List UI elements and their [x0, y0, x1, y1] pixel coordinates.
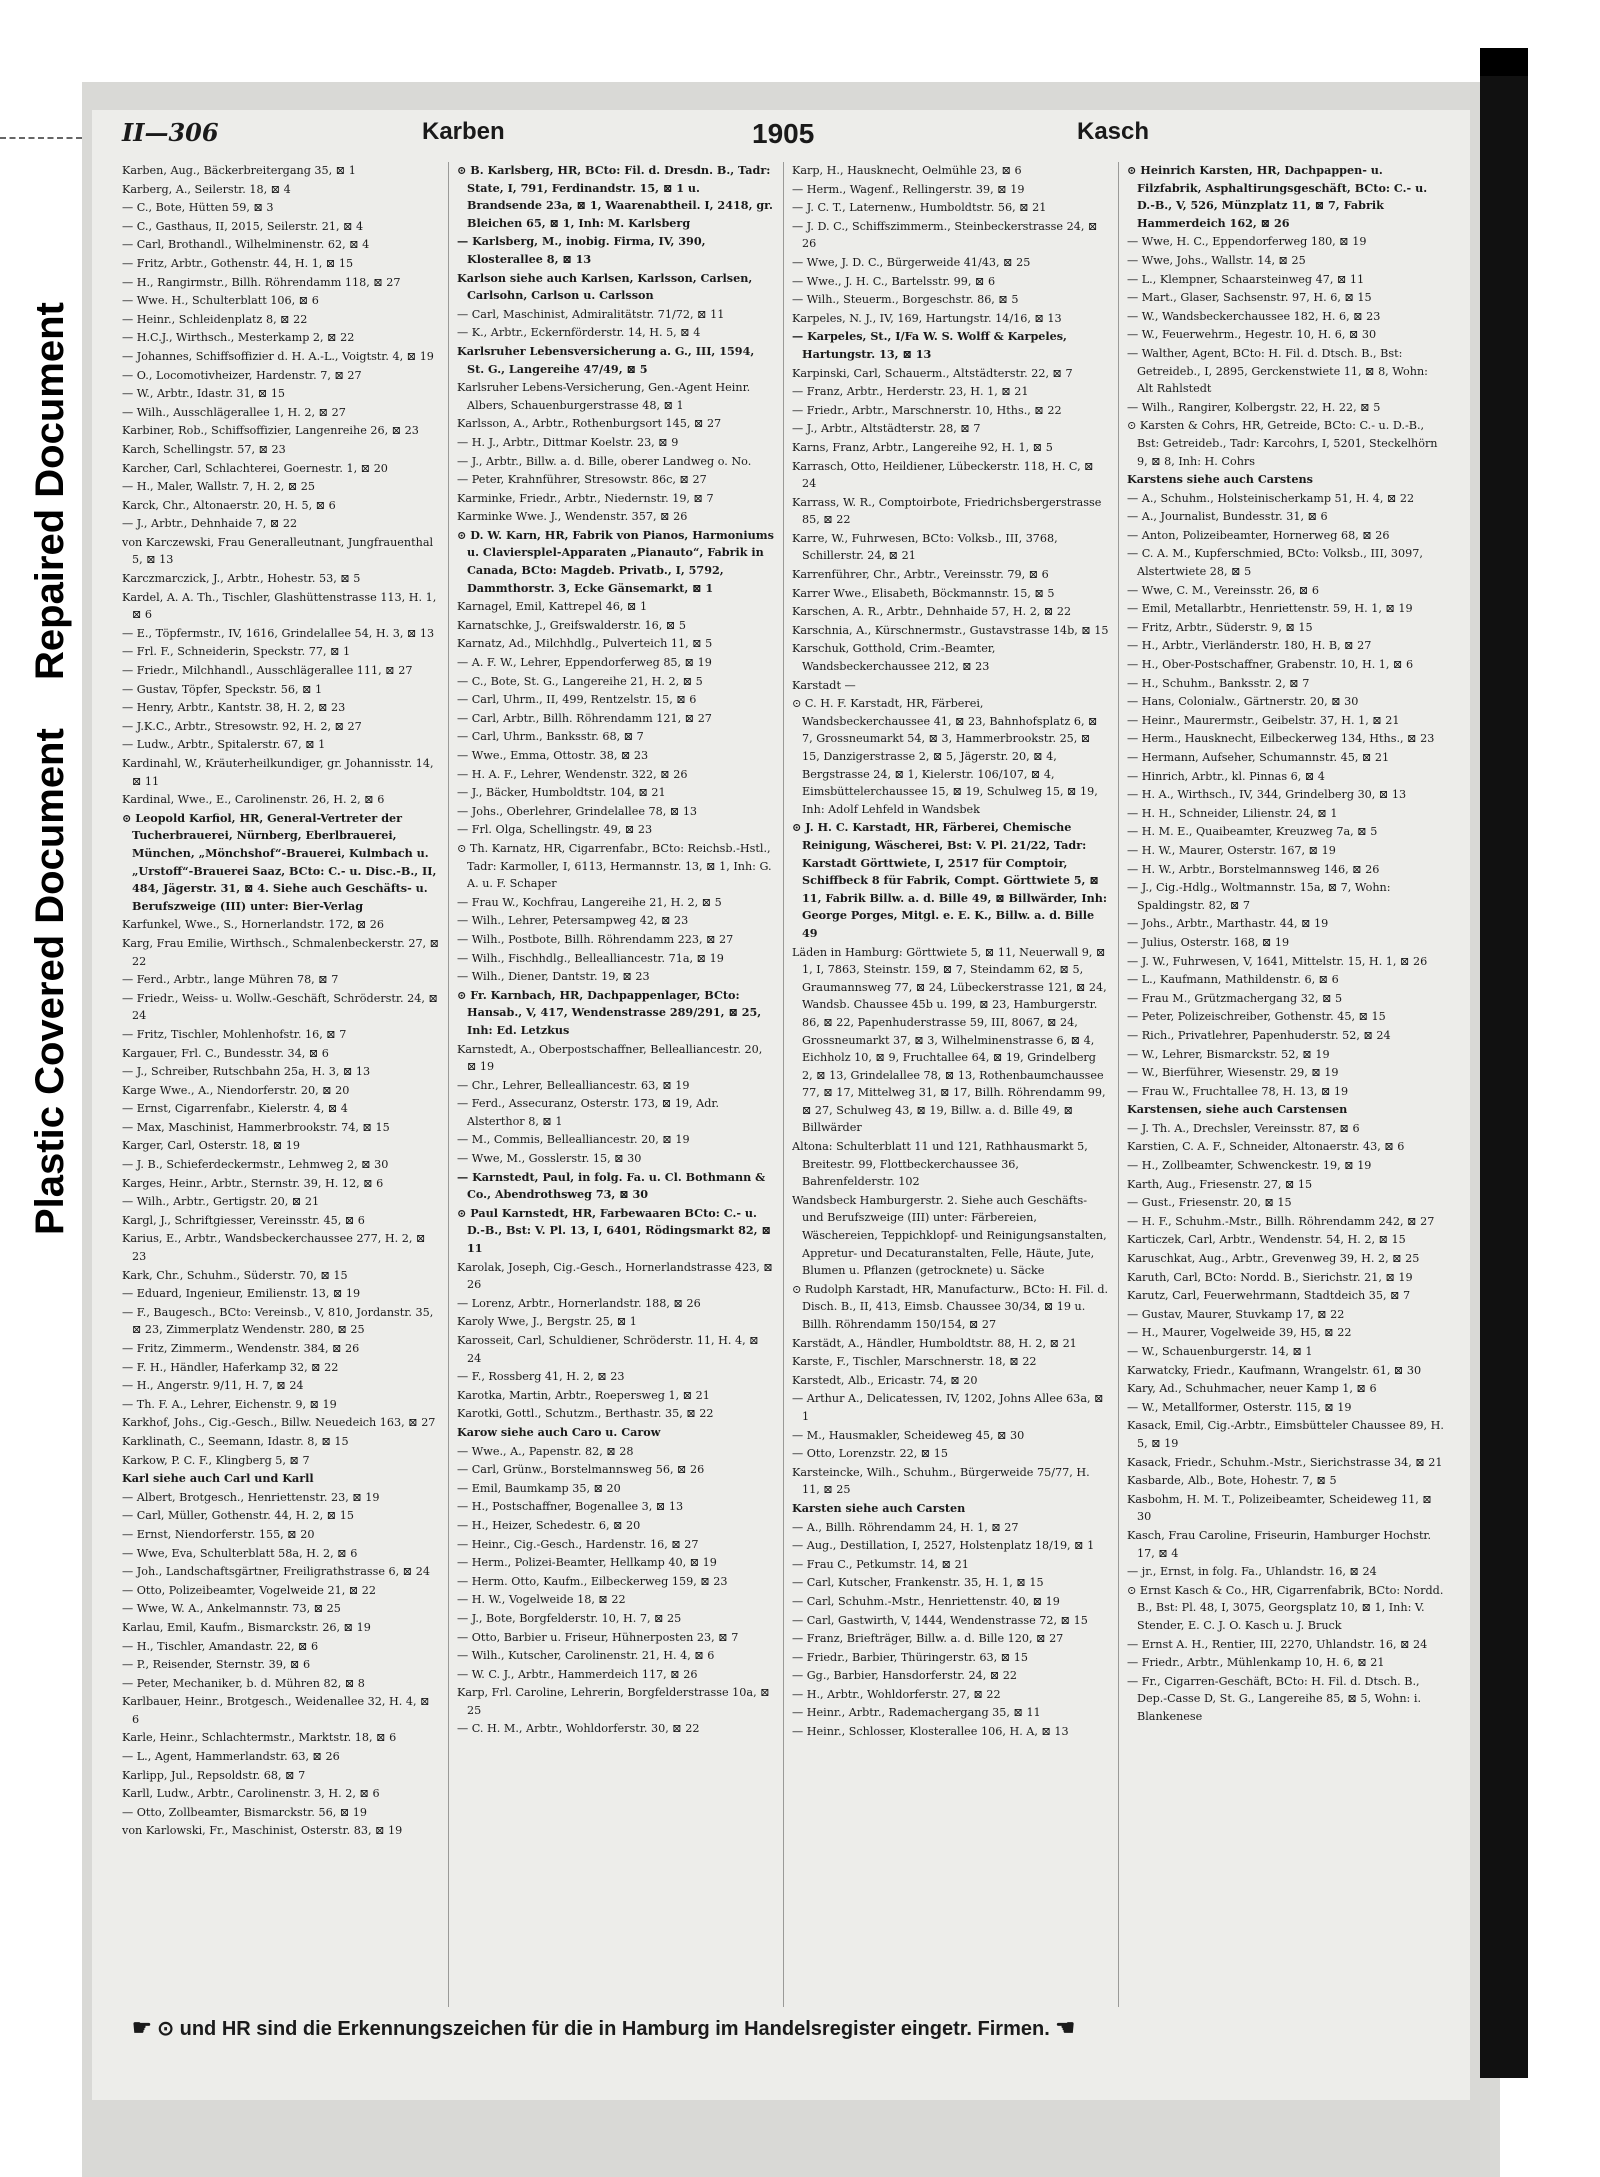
- directory-entry: — Fritz, Arbtr., Gothenstr. 44, H. 1, ⊠ 15: [122, 256, 354, 270]
- directory-entry: — H., Zollbeamter, Schwenckestr. 19, ⊠ 19: [1127, 1159, 1372, 1173]
- directory-entry: Karlsruher Lebensversicherung a. G., III, 1594, St. G., Langereihe 47/49, ⊠ 5: [457, 343, 755, 376]
- directory-entry: — Carl, Müller, Gothenstr. 44, H. 2, ⊠ 15: [122, 1509, 354, 1523]
- directory-entry: Karrer Wwe., Elisabeth, Böckmannstr. 15, ⊠ 5: [792, 586, 1055, 600]
- directory-entry: — Wwe., Emma, Ottostr. 38, ⊠ 23: [457, 749, 649, 762]
- directory-entry: — W., Metallformer, Osterstr. 115, ⊠ 19: [1127, 1400, 1352, 1414]
- directory-entry: Karrasch, Otto, Heildiener, Lübeckerstr. 118, H. C, ⊠ 24: [792, 459, 1094, 491]
- directory-entry: — Aug., Destillation, I, 2527, Holstenplatz 18/19, ⊠ 1: [792, 1539, 1095, 1553]
- directory-entry: — J., Cig.-Hdlg., Woltmannstr. 15a, ⊠ 7, Wohn: Spaldingstr. 82, ⊠ 7: [1127, 881, 1391, 912]
- directory-entry: — Franz, Arbtr., Herderstr. 23, H. 1, ⊠ 21: [792, 385, 1029, 399]
- directory-entry: — H. W., Vogelweide 18, ⊠ 22: [457, 1593, 626, 1607]
- directory-entry: — H., Maurer, Vogelweide 39, H5, ⊠ 22: [1127, 1326, 1352, 1340]
- directory-entry: — Fritz, Zimmerm., Wendenstr. 384, ⊠ 26: [122, 1342, 360, 1355]
- directory-entry: — Peter, Krahnführer, Stresowstr. 86c, ⊠ 27: [457, 473, 707, 487]
- directory-entry: — Gustav, Maurer, Stuvkamp 17, ⊠ 22: [1127, 1307, 1345, 1321]
- directory-entry: — H. H., Schneider, Lilienstr. 24, ⊠ 1: [1127, 806, 1338, 820]
- directory-entry: Läden in Hamburg: Görttwiete 5, ⊠ 11, Neuerwall 9, ⊠ 1, I, 7863, Steinstr. 159, ⊠ 7, Steindamm 62, ⊠ 5, Graumannsweg 77, ⊠ 24, Lübeckerstrasse 121, ⊠ 24, Wandsb. Chaussee 45b u. 199, ⊠ 23, Hamburgerstr. 86, ⊠ 22, Papenhuderstrasse 59, III, 8067, ⊠ 24, Grossneumarkt 37, ⊠ 3, Wilhelminenstrasse 6, ⊠ 4, Eichholz 10, ⊠ 9, Fruchtallee 64, ⊠ 19, Grindelberg 2, ⊠ 13, Grindelallee 78, ⊠ 13, Rothenbaumchaussee 77, ⊠ 17, Mittelweg 31, ⊠ 17, Billh. Röhrendamm 99, ⊠ 27, Schulweg 43, ⊠ 19, Billw. a. d. Bille 49, ⊠ Billwärder: [792, 945, 1107, 1135]
- directory-entry: Karg, Frau Emilie, Wirthsch., Schmalenbeckerstr. 27, ⊠ 22: [122, 936, 440, 968]
- directory-entry: — Carl, Brothandl., Wilhelminenstr. 62, ⊠ 4: [122, 238, 370, 252]
- directory-entry: — Wilh., Diener, Dantstr. 19, ⊠ 23: [457, 970, 650, 984]
- directory-entry: Karius, E., Arbtr., Wandsbeckerchaussee 277, H. 2, ⊠ 23: [122, 1232, 426, 1264]
- directory-entry: — W., Feuerwehrm., Hegestr. 10, H. 6, ⊠ 30: [1127, 328, 1377, 342]
- directory-entry: Karstien, C. A. F., Schneider, Altonaerstr. 43, ⊠ 6: [1127, 1140, 1405, 1154]
- directory-entry: — A., Schuhm., Holsteinischerkamp 51, H. 4, ⊠ 22: [1127, 491, 1415, 505]
- directory-entry: Karpeles, N. J., IV, 169, Hartungstr. 14/16, ⊠ 13: [792, 311, 1062, 325]
- column-1: [114, 162, 449, 2007]
- directory-entry: — J. B., Schieferdeckermstr., Lehmweg 2, ⊠ 30: [122, 1158, 389, 1172]
- directory-entry: — Ludw., Arbtr., Spitalerstr. 67, ⊠ 1: [122, 738, 326, 752]
- directory-entry: Karste, F., Tischler, Marschnerstr. 18, ⊠ 22: [792, 1355, 1037, 1369]
- directory-entry: Karticzek, Carl, Arbtr., Wendenstr. 54, H. 2, ⊠ 15: [1127, 1233, 1406, 1247]
- directory-entry: Karlipp, Jul., Repsoldstr. 68, ⊠ 7: [122, 1768, 306, 1782]
- directory-entry: Karberg, A., Seilerstr. 18, ⊠ 4: [122, 182, 291, 196]
- directory-entry: — Frl. Olga, Schellingstr. 49, ⊠ 23: [457, 823, 653, 837]
- directory-entry: Karotka, Martin, Arbtr., Roepersweg 1, ⊠ 21: [457, 1388, 710, 1402]
- directory-entry: — Wwe., A., Papenstr. 82, ⊠ 28: [457, 1444, 634, 1458]
- directory-entry: — H., Maler, Wallstr. 7, H. 2, ⊠ 25: [122, 480, 316, 494]
- directory-entry: — H. M. E., Quaibeamter, Kreuzweg 7a, ⊠ 5: [1127, 825, 1378, 839]
- directory-entry: Karschen, A. R., Arbtr., Dehnhaide 57, H. 2, ⊠ 22: [792, 605, 1072, 619]
- directory-entry: Karlsson, A., Arbtr., Rothenburgsort 145, ⊠ 27: [457, 417, 722, 431]
- directory-entry: — Heinr., Schleidenplatz 8, ⊠ 22: [122, 312, 308, 326]
- directory-entry: — H. A., Wirthsch., IV, 344, Grindelberg 30, ⊠ 13: [1127, 788, 1407, 802]
- directory-entry: — Gustav, Töpfer, Speckstr. 56, ⊠ 1: [122, 682, 323, 696]
- pointing-hand-right-icon: ☚: [1055, 2015, 1076, 2040]
- directory-entry: — Wilh., Ausschlägerallee 1, H. 2, ⊠ 27: [122, 405, 346, 419]
- directory-entry: — Frau W., Kochfrau, Langereihe 21, H. 2, ⊠ 5: [457, 895, 722, 909]
- directory-entry: — Wilh., Arbtr., Gertigstr. 20, ⊠ 21: [122, 1195, 320, 1209]
- pointing-hand-left-icon: ☛: [132, 2015, 152, 2040]
- directory-entry: Karp, H., Hausknecht, Oelmühle 23, ⊠ 6: [792, 164, 1022, 177]
- directory-entry: — J., Bäcker, Humboldtstr. 104, ⊠ 21: [457, 786, 666, 800]
- directory-entry: — Carl, Uhrm., Banksstr. 68, ⊠ 7: [457, 730, 644, 744]
- directory-entry: — Wilh., Lehrer, Petersampweg 42, ⊠ 23: [457, 914, 689, 928]
- directory-entry: Karstadt —: [792, 678, 856, 692]
- directory-entry: Karkow, P. C. F., Klingberg 5, ⊠ 7: [122, 1453, 310, 1467]
- directory-entry: — W. C. J., Arbtr., Hammerdeich 117, ⊠ 26: [457, 1667, 698, 1681]
- directory-entry: — Friedr., Milchhandl., Ausschlägerallee 111, ⊠ 27: [122, 664, 413, 678]
- directory-entry: ⊙ Heinrich Karsten, HR, Dachpappen- u. Filzfabrik, Asphaltirungsgeschäft, BCto: C.- u. D.-B., V, 526, Münzplatz 11, ⊠ 7, Fabrik Hammerdeich 162, ⊠ 26: [1127, 163, 1428, 230]
- directory-entry: Karrenführer, Chr., Arbtr., Vereinsstr. 79, ⊠ 6: [792, 568, 1049, 582]
- directory-entry: Karstädt, A., Händler, Humboldtstr. 88, H. 2, ⊠ 21: [792, 1336, 1077, 1350]
- directory-entry: Kardel, A. A. Th., Tischler, Glashüttenstrasse 113, H. 1, ⊠ 6: [122, 590, 437, 622]
- directory-entry: — Wwe, H. C., Eppendorferweg 180, ⊠ 19: [1127, 235, 1367, 249]
- directory-entry: Karminke, Friedr., Arbtr., Niedernstr. 19, ⊠ 7: [457, 491, 714, 505]
- directory-entry: Karsten siehe auch Carsten: [792, 1500, 966, 1515]
- footer-note: [132, 2015, 1430, 2041]
- directory-entry: Karstedt, Alb., Ericastr. 74, ⊠ 20: [792, 1373, 978, 1387]
- directory-entry: — Heinr., Schlosser, Klosterallee 106, H. A, ⊠ 13: [792, 1725, 1069, 1739]
- directory-entry: Karutz, Carl, Feuerwehrmann, Stadtdeich 35, ⊠ 7: [1127, 1289, 1411, 1303]
- directory-entry: — H., Postschaffner, Bogenallee 3, ⊠ 13: [457, 1500, 684, 1514]
- directory-entry: Kardinahl, W., Kräuterheilkundiger, gr. Johannisstr. 14, ⊠ 11: [122, 757, 434, 788]
- directory-entry: — Chr., Lehrer, Bellealliancestr. 63, ⊠ 19: [457, 1078, 690, 1092]
- directory-entry: — Frau W., Fruchtallee 78, H. 13, ⊠ 19: [1127, 1084, 1349, 1098]
- directory-entry: — H., Heizer, Schedestr. 6, ⊠ 20: [457, 1518, 641, 1532]
- directory-entry: Karczmarczick, J., Arbtr., Hohestr. 53, ⊠ 5: [122, 572, 361, 586]
- directory-entry: Kasbohm, H. M. T., Polizeibeamter, Scheideweg 11, ⊠ 30: [1127, 1492, 1432, 1524]
- directory-entry: — Gust., Friesenstr. 20, ⊠ 15: [1127, 1196, 1292, 1210]
- directory-entry: — Wwe, Johs., Wallstr. 14, ⊠ 25: [1127, 253, 1306, 267]
- directory-entry: Karrass, W. R., Comptoirbote, Friedrichsbergerstrasse 85, ⊠ 22: [792, 495, 1102, 527]
- directory-entry: — J., Arbtr., Billw. a. d. Bille, oberer Landweg o. No.: [457, 454, 752, 468]
- directory-entry: — F. H., Händler, Haferkamp 32, ⊠ 22: [122, 1360, 339, 1374]
- directory-entry: ⊙ Karsten & Cohrs, HR, Getreide, BCto: C.- u. D.-B., Bst: Getreideb., Tadr: Karcohrs, I, 5201, Steckelhörn 9, ⊠ 8, Inh: H. Cohrs: [1127, 419, 1438, 468]
- directory-entry: — jr., Ernst, in folg. Fa., Uhlandstr. 16, ⊠ 24: [1127, 1565, 1377, 1579]
- directory-entry: — E., Töpfermstr., IV, 1616, Grindelallee 54, H. 3, ⊠ 13: [122, 626, 435, 640]
- directory-entry: — J., Schreiber, Rutschbahn 25a, H. 3, ⊠ 13: [122, 1065, 371, 1079]
- directory-entry: Karstens siehe auch Carstens: [1127, 472, 1313, 487]
- directory-entry: Karnstedt, A., Oberpostschaffner, Bellealliancestr. 20, ⊠ 19: [457, 1042, 763, 1074]
- directory-entry: Karuschkat, Aug., Arbtr., Grevenweg 39, H. 2, ⊠ 25: [1127, 1252, 1420, 1266]
- directory-entry: Karpinski, Carl, Schauerm., Altstädterstr. 22, ⊠ 7: [792, 366, 1073, 380]
- directory-entry: — H., Tischler, Amandastr. 22, ⊠ 6: [122, 1639, 319, 1653]
- directory-entry: Karnagel, Emil, Kattrepel 46, ⊠ 1: [457, 600, 648, 614]
- directory-entry: — A., Journalist, Bundesstr. 31, ⊠ 6: [1127, 510, 1328, 524]
- directory-entry: — F., Rossberg 41, H. 2, ⊠ 23: [457, 1370, 625, 1384]
- directory-entry: — Friedr., Arbtr., Marschnerstr. 10, Hths., ⊠ 22: [792, 403, 1062, 417]
- directory-entry: — Wilh., Rangirer, Kolbergstr. 22, H. 22, ⊠ 5: [1127, 400, 1381, 414]
- directory-entry: — J., Bote, Borgfelderstr. 10, H. 7, ⊠ 25: [457, 1611, 682, 1625]
- directory-entry: — Heinr., Maurermstr., Geibelstr. 37, H. 1, ⊠ 21: [1127, 713, 1400, 727]
- directory-entry: Karle, Heinr., Schlachtermstr., Marktstr. 18, ⊠ 6: [122, 1731, 397, 1745]
- directory-entry: — Johs., Oberlehrer, Grindelallee 78, ⊠ 13: [457, 804, 698, 818]
- directory-entry: — Heinr., Cig.-Gesch., Hardenstr. 16, ⊠ 27: [457, 1537, 699, 1551]
- directory-entry: — Frau C., Petkumstr. 14, ⊠ 21: [792, 1557, 969, 1571]
- directory-entry: — Wilh., Kutscher, Carolinenstr. 21, H. 4, ⊠ 6: [457, 1649, 715, 1663]
- directory-entry: Karth, Aug., Friesenstr. 27, ⊠ 15: [1127, 1177, 1313, 1191]
- directory-entry: — H., Schuhm., Banksstr. 2, ⊠ 7: [1127, 676, 1310, 690]
- directory-page: [92, 110, 1470, 2100]
- directory-entry: Karkhof, Johs., Cig.-Gesch., Billw. Neuedeich 163, ⊠ 27: [122, 1416, 436, 1430]
- directory-entry: — Otto, Zollbeamter, Bismarckstr. 56, ⊠ 19: [122, 1805, 368, 1819]
- directory-entry: — Carl, Gastwirth, V, 1444, Wendenstrasse 72, ⊠ 15: [792, 1613, 1088, 1627]
- directory-entry: — C., Bote, Hütten 59, ⊠ 3: [122, 201, 274, 215]
- directory-entry: — C. A. M., Kupferschmied, BCto: Volksb., III, 3097, Alstertwiete 28, ⊠ 5: [1127, 547, 1423, 579]
- directory-entry: — Walther, Agent, BCto: H. Fil. d. Dtsch. B., Bst: Getreideb., I, 2895, Gerckenstwiete 11, ⊠ 8, Wohn: Alt Rahlstedt: [1127, 346, 1428, 396]
- directory-entry: ⊙ J. H. C. Karstadt, HR, Färberei, Chemische Reinigung, Wäscherei, Bst: V. Pl. 21/22, Tadr: Karstadt Görttwiete, I, 2517 für Comptoir, Schiffbeck 8 für Fabrik, Compt. Görttwiete 5, ⊠ 11, Fabrik Billw. a. d. Bille 49, ⊠ Billwärder, Inh: George Porges, Mitgl. e. E. K., Billw. a. d. Bille 49: [792, 820, 1107, 940]
- directory-entry: — Anton, Polizeibeamter, Hornerweg 68, ⊠ 26: [1127, 528, 1390, 542]
- directory-entry: von Karczewski, Frau Generalleutnant, Jungfrauenthal 5, ⊠ 13: [122, 535, 434, 567]
- directory-entry: Kargauer, Frl. C., Bundesstr. 34, ⊠ 6: [122, 1046, 329, 1060]
- directory-entry: Karlau, Emil, Kaufm., Bismarckstr. 26, ⊠ 19: [122, 1620, 371, 1634]
- directory-entry: Karow siehe auch Caro u. Carow: [457, 1424, 661, 1439]
- directory-entry: — Rich., Privatlehrer, Papenhuderstr. 52, ⊠ 24: [1127, 1028, 1391, 1042]
- header-year: 1905: [752, 118, 815, 149]
- directory-entry: — Max, Maschinist, Hammerbrookstr. 74, ⊠ 15: [122, 1120, 390, 1134]
- directory-entry: Wandsbeck Hamburgerstr. 2. Siehe auch Geschäfts- und Berufszweige (III) unter: Färbereien, Wäschereien, Teppichklopf- und Reinigungsanstalten, Appretur- und Decaturanstalten, Felle, Häute, Jute, Blumen u. Pflanzen (getrocknete) u. Säcke: [792, 1193, 1107, 1278]
- directory-entry: — H., Arbtr., Vierländerstr. 180, H. B, ⊠ 27: [1127, 639, 1372, 653]
- directory-entry: Karminke Wwe. J., Wendenstr. 357, ⊠ 26: [457, 510, 688, 524]
- directory-entry: — Carl, Schuhm.-Mstr., Henriettenstr. 40, ⊠ 19: [792, 1594, 1060, 1608]
- directory-entry: Kasbarde, Alb., Bote, Hohestr. 7, ⊠ 5: [1127, 1474, 1337, 1488]
- directory-entry: — W., Wandsbeckerchaussee 182, H. 6, ⊠ 23: [1127, 309, 1381, 323]
- cut-guide-line: [0, 137, 82, 139]
- directory-entry: — Carl, Uhrm., II, 499, Rentzelstr. 15, ⊠ 6: [457, 693, 697, 707]
- directory-entry: Karge Wwe., A., Niendorferstr. 20, ⊠ 20: [122, 1083, 350, 1097]
- directory-entry: Karch, Schellingstr. 57, ⊠ 23: [122, 442, 286, 456]
- directory-columns: [114, 162, 1454, 2007]
- directory-entry: — Wwe., J. H. C., Bartelsstr. 99, ⊠ 6: [792, 274, 996, 288]
- directory-entry: Kardinal, Wwe., E., Carolinenstr. 26, H. 2, ⊠ 6: [122, 793, 385, 807]
- directory-entry: Karschuk, Gotthold, Crim.-Beamter, Wandsbeckerchaussee 212, ⊠ 23: [792, 642, 996, 674]
- directory-entry: — J., Arbtr., Altstädterstr. 28, ⊠ 7: [792, 422, 981, 436]
- directory-entry: — M., Hausmakler, Scheideweg 45, ⊠ 30: [792, 1428, 1025, 1442]
- directory-entry: — Frau M., Grützmachergang 32, ⊠ 5: [1127, 991, 1343, 1005]
- running-header: [122, 118, 1430, 158]
- directory-entry: — L., Klempner, Schaarsteinweg 47, ⊠ 11: [1127, 272, 1365, 286]
- directory-entry: — Wwe, M., Gosslerstr. 15, ⊠ 30: [457, 1152, 642, 1166]
- directory-entry: — J. C. T., Laternenw., Humboldtstr. 56, ⊠ 21: [792, 201, 1047, 215]
- directory-entry: — Ferd., Arbtr., lange Mühren 78, ⊠ 7: [122, 973, 339, 987]
- directory-entry: — Hans, Colonialw., Gärtnerstr. 20, ⊠ 30: [1127, 695, 1359, 709]
- directory-entry: Altona: Schulterblatt 11 und 121, Rathhausmarkt 5, Breitestr. 99, Flottbeckerchaussee 36, Bahrenfelderstr. 102: [792, 1140, 1088, 1189]
- directory-entry: — Emil, Baumkamp 35, ⊠ 20: [457, 1481, 621, 1495]
- scan-edge-tab: [1480, 48, 1528, 76]
- directory-entry: — A., Billh. Röhrendamm 24, H. 1, ⊠ 27: [792, 1520, 1019, 1534]
- directory-entry: — Ernst, Niendorferstr. 155, ⊠ 20: [122, 1527, 315, 1541]
- directory-entry: — Fritz, Tischler, Mohlenhofstr. 16, ⊠ 7: [122, 1027, 347, 1041]
- directory-entry: — J. W., Fuhrwesen, V, 1641, Mittelstr. 15, H. 1, ⊠ 26: [1127, 954, 1428, 968]
- directory-entry: — W., Lehrer, Bismarckstr. 52, ⊠ 19: [1127, 1047, 1330, 1061]
- directory-entry: Karcher, Carl, Schlachterei, Goernestr. 1, ⊠ 20: [122, 461, 388, 475]
- scan-edge-bar: [1480, 48, 1528, 2078]
- directory-entry: Karlson siehe auch Karlsen, Karlsson, Carlsen, Carlsohn, Carlson u. Carlsson: [457, 270, 753, 303]
- directory-entry: — Wilh., Steuerm., Borgeschstr. 86, ⊠ 5: [792, 293, 1019, 307]
- directory-entry: — Eduard, Ingenieur, Emilienstr. 13, ⊠ 19: [122, 1287, 361, 1301]
- directory-entry: ⊙ Rudolph Karstadt, HR, Manufacturw., BCto: H. Fil. d. Disch. B., II, 413, Eimsb. Chaussee 30/34, ⊠ 19 u. Billh. Röhrendamm 150/154, ⊠ 27: [792, 1282, 1109, 1331]
- directory-entry: Karstensen, siehe auch Carstensen: [1127, 1102, 1348, 1117]
- directory-entry: — Th. F. A., Lehrer, Eichenstr. 9, ⊠ 19: [122, 1397, 337, 1411]
- directory-entry: — H., Arbtr., Wohldorferstr. 27, ⊠ 22: [792, 1687, 1001, 1701]
- directory-entry: — Ernst, Cigarrenfabr., Kielerstr. 4, ⊠ 4: [122, 1102, 348, 1116]
- directory-entry: — Wilh., Fischhdlg., Bellealliancestr. 71a, ⊠ 19: [457, 951, 724, 965]
- directory-entry: Kasch, Frau Caroline, Friseurin, Hamburger Hochstr. 17, ⊠ 4: [1127, 1528, 1432, 1560]
- plastic-covered-document-label: Plastic Covered Document: [28, 728, 72, 1235]
- directory-entry: — L., Kaufmann, Mathildenstr. 6, ⊠ 6: [1127, 973, 1339, 987]
- directory-entry: von Karlowski, Fr., Maschinist, Osterstr. 83, ⊠ 19: [122, 1824, 403, 1838]
- directory-entry: — Wwe, W. A., Ankelmannstr. 73, ⊠ 25: [122, 1602, 341, 1616]
- directory-entry: Kasack, Emil, Cig.-Arbtr., Eimsbütteler Chaussee 89, H. 5, ⊠ 19: [1127, 1419, 1444, 1450]
- directory-entry: Karges, Heinr., Arbtr., Sternstr. 39, H. 12, ⊠ 6: [122, 1176, 384, 1190]
- directory-entry: Karolak, Joseph, Cig.-Gesch., Hornerlandstrasse 423, ⊠ 26: [457, 1260, 773, 1292]
- directory-entry: — H. A. F., Lehrer, Wendenstr. 322, ⊠ 26: [457, 767, 688, 781]
- directory-entry: — Wwe, C. M., Vereinsstr. 26, ⊠ 6: [1127, 583, 1319, 597]
- directory-entry: — L., Agent, Hammerlandstr. 63, ⊠ 26: [122, 1750, 340, 1764]
- directory-entry: Kargl, J., Schriftgiesser, Vereinsstr. 45, ⊠ 6: [122, 1213, 365, 1227]
- directory-entry: — J.K.C., Arbtr., Stresowstr. 92, H. 2, ⊠ 27: [122, 719, 362, 733]
- page-number: II—306: [122, 118, 219, 147]
- directory-entry: — F., Baugesch., BCto: Vereinsb., V, 810, Jordanstr. 35, ⊠ 23, Zimmerplatz Wendenstr. 280, ⊠ 25: [122, 1305, 434, 1337]
- directory-entry: — Herm., Hausknecht, Eilbeckerweg 134, Hths., ⊠ 23: [1127, 732, 1435, 746]
- directory-entry: — Herm., Polizei-Beamter, Hellkamp 40, ⊠ 19: [457, 1556, 717, 1570]
- directory-entry: — Mart., Glaser, Sachsenstr. 97, H. 6, ⊠ 15: [1127, 291, 1372, 305]
- directory-entry: Karger, Carl, Osterstr. 18, ⊠ 19: [122, 1139, 301, 1153]
- directory-entry: — Ernst A. H., Rentier, III, 2270, Uhlandstr. 16, ⊠ 24: [1127, 1637, 1428, 1651]
- directory-entry: — Otto, Polizeibeamter, Vogelweide 21, ⊠ 22: [122, 1583, 376, 1597]
- directory-entry: Karns, Franz, Arbtr., Langereihe 92, H. 1, ⊠ 5: [792, 440, 1053, 454]
- directory-entry: — Peter, Polizeischreiber, Gothenstr. 45, ⊠ 15: [1127, 1010, 1386, 1024]
- directory-entry: — Gg., Barbier, Hansdorferstr. 24, ⊠ 22: [792, 1669, 1018, 1683]
- directory-entry: — Friedr., Barbier, Thüringerstr. 63, ⊠ 15: [792, 1650, 1028, 1664]
- directory-entry: — Karnstedt, Paul, in folg. Fa. u. Cl. Bothmann & Co., Abendrothsweg 73, ⊠ 30: [457, 1169, 766, 1202]
- directory-entry: — Hinrich, Arbtr., kl. Pinnas 6, ⊠ 4: [1127, 769, 1325, 783]
- directory-entry: — Hermann, Aufseher, Schumannstr. 45, ⊠ 21: [1127, 751, 1390, 764]
- directory-entry: Karl siehe auch Carl und Karll: [122, 1471, 314, 1486]
- column-3: [784, 162, 1119, 2007]
- directory-entry: Kark, Chr., Schuhm., Süderstr. 70, ⊠ 15: [122, 1268, 348, 1282]
- directory-entry: Karbiner, Rob., Schiffsoffizier, Langenreihe 26, ⊠ 23: [122, 424, 419, 438]
- directory-entry: — Carl, Grünw., Borstelmannsweg 56, ⊠ 26: [457, 1463, 705, 1477]
- directory-entry: — Friedr., Arbtr., Mühlenkamp 10, H. 6, ⊠ 21: [1127, 1656, 1385, 1670]
- directory-entry: — Karpeles, St., I/Fa W. S. Wolff & Karpeles, Hartungstr. 13, ⊠ 13: [792, 329, 1067, 361]
- directory-entry: — Albert, Brotgesch., Henriettenstr. 23, ⊠ 19: [122, 1490, 380, 1504]
- column-2: [449, 162, 784, 2007]
- directory-entry: — H., Angerstr. 9/11, H. 7, ⊠ 24: [122, 1379, 304, 1393]
- directory-entry: — Wwe, Eva, Schulterblatt 58a, H. 2, ⊠ 6: [122, 1546, 358, 1560]
- directory-entry: — Franz, Briefträger, Billw. a. d. Bille 120, ⊠ 27: [792, 1632, 1064, 1646]
- directory-entry: Karp, Frl. Caroline, Lehrerin, Borgfelderstrasse 10a, ⊠ 25: [457, 1686, 770, 1717]
- directory-entry: ⊙ Th. Karnatz, HR, Cigarrenfabr., BCto: Reichsb.-Hstl., Tadr: Karmoller, I, 6113, Hermannstr. 13, ⊠ 1, Inh: G. A. u. F. Schaper: [457, 841, 772, 891]
- directory-entry: ⊙ Paul Karnstedt, HR, Farbewaaren BCto: C.- u. D.-B., Bst: V. Pl. 13, I, 6401, Rödingsmarkt 82, ⊠ 11: [457, 1205, 771, 1256]
- directory-entry: — Heinr., Arbtr., Rademachergang 35, ⊠ 11: [792, 1706, 1041, 1720]
- directory-entry: — J., Arbtr., Dehnhaide 7, ⊠ 22: [122, 517, 298, 531]
- directory-entry: — Joh., Landschaftsgärtner, Freiligrathstrasse 6, ⊠ 24: [122, 1565, 430, 1579]
- directory-entry: Karfunkel, Wwe., S., Hornerlandstr. 172, ⊠ 26: [122, 918, 385, 932]
- directory-entry: — Carl, Kutscher, Frankenstr. 35, H. 1, ⊠ 15: [792, 1576, 1044, 1590]
- directory-entry: — H. W., Arbtr., Borstelmannsweg 146, ⊠ 26: [1127, 862, 1380, 876]
- directory-entry: — C., Gasthaus, II, 2015, Seilerstr. 21, ⊠ 4: [122, 219, 364, 233]
- repaired-document-label: Repaired Document: [28, 302, 72, 680]
- header-last-word: Kasch: [1077, 118, 1150, 145]
- directory-entry: — Frl. F., Schneiderin, Speckstr. 77, ⊠ 1: [122, 645, 351, 659]
- directory-entry: — Carl, Maschinist, Admiralitätstr. 71/72, ⊠ 11: [457, 307, 725, 321]
- directory-entry: — Carl, Arbtr., Billh. Röhrendamm 121, ⊠ 27: [457, 711, 712, 725]
- directory-entry: — W., Schauenburgerstr. 14, ⊠ 1: [1127, 1345, 1313, 1358]
- directory-entry: — Johannes, Schiffsoffizier d. H. A.-L., Voigtstr. 4, ⊠ 19: [122, 349, 434, 363]
- directory-entry: — Fritz, Arbtr., Süderstr. 9, ⊠ 15: [1127, 620, 1313, 634]
- directory-entry: Karre, W., Fuhrwesen, BCto: Volksb., III, 3768, Schillerstr. 24, ⊠ 21: [792, 531, 1058, 563]
- directory-entry: ⊙ B. Karlsberg, HR, BCto: Fil. d. Dresdn. B., Tadr: State, I, 791, Ferdinandstr. 15, ⊠ 1 u. Brandsende 23a, ⊠ 1, Waarenabtheil. I, 2418, gr. Bleichen 65, ⊠ 1, Inh: M. Karlsberg: [457, 163, 773, 230]
- directory-entry: ⊙ D. W. Karn, HR, Fabrik von Pianos, Harmoniums u. Claviersplel-Apparaten „Pianauto“, Fabrik in Canada, BCto: Magdeb. Privatb., I, 5792, Dammthorstr. 3, Ecke Gänsemarkt, ⊠ 1: [457, 527, 774, 595]
- directory-entry: — Karlsberg, M., inobig. Firma, IV, 390, Klosterallee 8, ⊠ 13: [457, 234, 706, 266]
- directory-entry: Karlbauer, Heinr., Brotgesch., Weidenallee 32, H. 4, ⊠ 6: [122, 1695, 430, 1726]
- directory-entry: Karschnia, A., Kürschnermstr., Gustavstrasse 14b, ⊠ 15: [792, 623, 1109, 637]
- directory-entry: — K., Arbtr., Eckernförderstr. 14, H. 5, ⊠ 4: [457, 326, 701, 340]
- directory-entry: — H., Ober-Postschaffner, Grabenstr. 10, H. 1, ⊠ 6: [1127, 658, 1414, 672]
- directory-entry: — Otto, Lorenzstr. 22, ⊠ 15: [792, 1447, 948, 1461]
- directory-entry: — Wwe. H., Schulterblatt 106, ⊠ 6: [122, 294, 319, 308]
- directory-entry: Karotki, Gottl., Schutzm., Berthastr. 35, ⊠ 22: [457, 1407, 714, 1421]
- directory-entry: — P., Reisender, Sternstr. 39, ⊠ 6: [122, 1658, 311, 1672]
- directory-entry: — O., Locomotivheizer, Hardenstr. 7, ⊠ 27: [122, 368, 362, 382]
- directory-entry: ⊙ Leopold Karfiol, HR, General-Vertreter der Tucherbrauerei, Nürnberg, Eberlbrauerei, München, „Mönchshof“-Brauerei, Kulmbach u. „Urstoff“-Brauerei Saaz, BCto: C.- u. Disc.-B., II, 484, Jägerstr. 31, ⊠ 4. Siehe auch Geschäfts- u. Berufszweige (III) unter: Bier-Verlag: [122, 810, 437, 913]
- directory-entry: Karben, Aug., Bäckerbreitergang 35, ⊠ 1: [122, 164, 356, 177]
- directory-entry: — Emil, Metallarbtr., Henriettenstr. 59, H. 1, ⊠ 19: [1127, 602, 1413, 616]
- column-4: [1119, 162, 1454, 2007]
- directory-entry: Kary, Ad., Schuhmacher, neuer Kamp 1, ⊠ 6: [1127, 1382, 1377, 1396]
- directory-entry: — W., Arbtr., Idastr. 31, ⊠ 15: [122, 387, 286, 401]
- directory-entry: — C., Bote, St. G., Langereihe 21, H. 2, ⊠ 5: [457, 674, 703, 688]
- directory-entry: — H., Rangirmstr., Billh. Röhrendamm 118, ⊠ 27: [122, 275, 401, 289]
- directory-entry: — A. F. W., Lehrer, Eppendorferweg 85, ⊠ 19: [457, 656, 712, 670]
- directory-entry: Karwatcky, Friedr., Kaufmann, Wrangelstr. 61, ⊠ 30: [1127, 1363, 1422, 1377]
- directory-entry: ⊙ Ernst Kasch & Co., HR, Cigarrenfabrik, BCto: Nordd. B., Bst: Pl. 48, I, 3075, Georgsplatz 10, ⊠ 1, Inh: V. Stender, E. C. J. O. Kasch u. J. Bruck: [1127, 1583, 1444, 1632]
- directory-entry: — C. H. M., Arbtr., Wohldorferstr. 30, ⊠ 22: [457, 1722, 700, 1736]
- directory-entry: Karoly Wwe, J., Bergstr. 25, ⊠ 1: [457, 1315, 637, 1329]
- directory-entry: — H. F., Schuhm.-Mstr., Billh. Röhrendamm 242, ⊠ 27: [1127, 1214, 1435, 1228]
- directory-entry: — Herm., Wagenf., Rellingerstr. 39, ⊠ 19: [792, 182, 1025, 196]
- directory-entry: — Johs., Arbtr., Marthastr. 44, ⊠ 19: [1127, 917, 1329, 931]
- directory-entry: — W., Bierführer, Wiesenstr. 29, ⊠ 19: [1127, 1066, 1339, 1080]
- directory-entry: Karnatschke, J., Greifswalderstr. 16, ⊠ 5: [457, 618, 686, 632]
- directory-entry: Karsteincke, Wilh., Schuhm., Bürgerweide 75/77, H. 11, ⊠ 25: [792, 1465, 1090, 1497]
- directory-entry: Karuth, Carl, BCto: Nordd. B., Sierichstr. 21, ⊠ 19: [1127, 1270, 1413, 1284]
- directory-entry: Karll, Ludw., Arbtr., Carolinenstr. 3, H. 2, ⊠ 6: [122, 1787, 380, 1801]
- directory-entry: — Henry, Arbtr., Kantstr. 38, H. 2, ⊠ 23: [122, 701, 346, 715]
- directory-entry: — H. W., Maurer, Osterstr. 167, ⊠ 19: [1127, 843, 1336, 857]
- directory-entry: — Lorenz, Arbtr., Hornerlandstr. 188, ⊠ 26: [457, 1296, 701, 1310]
- header-first-word: Karben: [422, 118, 505, 145]
- directory-entry: — Herm. Otto, Kaufm., Eilbeckerweg 159, ⊠ 23: [457, 1574, 728, 1588]
- directory-entry: — J. Th. A., Drechsler, Vereinsstr. 87, ⊠ 6: [1127, 1121, 1360, 1135]
- directory-entry: Kasack, Friedr., Schuhm.-Mstr., Sierichstrasse 34, ⊠ 21: [1127, 1455, 1443, 1469]
- directory-entry: — J. D. C., Schiffszimmerm., Steinbeckerstrasse 24, ⊠ 26: [792, 219, 1098, 251]
- directory-entry: — Arthur A., Delicatessen, IV, 1202, Johns Allee 63a, ⊠ 1: [792, 1392, 1104, 1423]
- directory-entry: — Ferd., Assecuranz, Osterstr. 173, ⊠ 19, Adr. Alsterthor 8, ⊠ 1: [457, 1097, 720, 1128]
- directory-entry: — Wilh., Postbote, Billh. Röhrendamm 223, ⊠ 27: [457, 932, 734, 946]
- directory-entry: Karlsruher Lebens-Versicherung, Gen.-Agent Heinr. Albers, Schauenburgerstrasse 48, ⊠ 1: [457, 381, 751, 412]
- directory-entry: — Peter, Mechaniker, b. d. Mühren 82, ⊠ 8: [122, 1676, 365, 1690]
- footer-text: ⊙ und HR sind die Erkennungszeichen für die in Hamburg im Handelsregister eingetr. Firmen.: [157, 2018, 1050, 2040]
- directory-entry: — M., Commis, Bellealliancestr. 20, ⊠ 19: [457, 1133, 690, 1147]
- directory-entry: — Fr., Cigarren-Geschäft, BCto: H. Fil. d. Dtsch. B., Dep.-Casse D, St. G., Langereihe 85, ⊠ 5, Wohn: i. Blankenese: [1127, 1674, 1422, 1723]
- directory-entry: ⊙ C. H. F. Karstadt, HR, Färberei, Wandsbeckerchaussee 41, ⊠ 23, Bahnhofsplatz 6, ⊠ 7, Grossneumarkt 54, ⊠ 3, Hammerbrookstr. 25, ⊠ 15, Danzigerstrasse 2, ⊠ 5, Jägerstr. 20, ⊠ 4, Bergstrasse 24, ⊠ 1, Kielerstr. 106/107, ⊠ 4, Eimsbüttelerchaussee 15, ⊠ 19, Schulweg 15, ⊠ 19, Inh: Adolf Lehfeld in Wandsbek: [792, 697, 1098, 816]
- directory-entry: Karosseit, Carl, Schuldiener, Schröderstr. 11, H. 4, ⊠ 24: [457, 1334, 759, 1365]
- directory-entry: Karnatz, Ad., Milchhdlg., Pulverteich 11, ⊠ 5: [457, 637, 713, 651]
- directory-entry: ⊙ Fr. Karnbach, HR, Dachpappenlager, BCto: Hansab., V, 417, Wendenstrasse 289/291, ⊠ 25, Inh: Ed. Letzkus: [457, 987, 762, 1037]
- directory-entry: — Otto, Barbier u. Friseur, Hühnerposten 23, ⊠ 7: [457, 1630, 739, 1644]
- directory-entry: — Friedr., Weiss- u. Wollw.-Geschäft, Schröderstr. 24, ⊠ 24: [122, 991, 438, 1023]
- directory-entry: — H.C.J., Wirthsch., Mesterkamp 2, ⊠ 22: [122, 331, 355, 345]
- directory-entry: — H. J., Arbtr., Dittmar Koelstr. 23, ⊠ 9: [457, 435, 679, 449]
- directory-entry: — Wwe, J. D. C., Bürgerweide 41/43, ⊠ 25: [792, 255, 1031, 269]
- directory-entry: Karklinath, C., Seemann, Idastr. 8, ⊠ 15: [122, 1434, 349, 1448]
- directory-entry: Karck, Chr., Altonaerstr. 20, H. 5, ⊠ 6: [122, 498, 336, 512]
- directory-entry: — Julius, Osterstr. 168, ⊠ 19: [1127, 935, 1290, 949]
